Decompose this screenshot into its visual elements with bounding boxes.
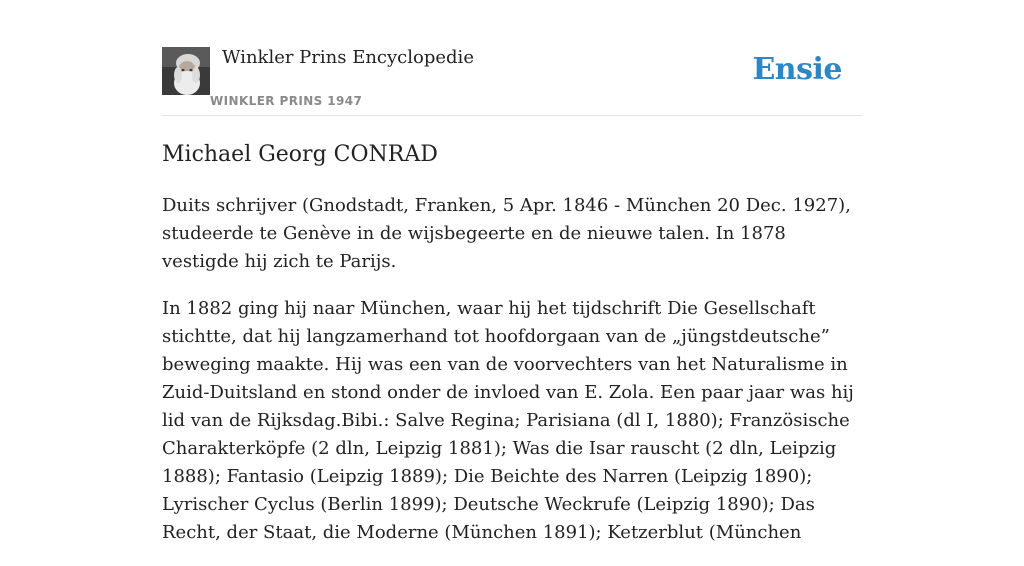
header-divider: [162, 115, 862, 116]
site-subtitle[interactable]: WINKLER PRINS 1947: [210, 94, 363, 108]
brand-logo[interactable]: Ensie: [752, 52, 842, 87]
article-title: Michael Georg CONRAD: [162, 142, 438, 167]
site-title[interactable]: Winkler Prins Encyclopedie: [222, 47, 474, 68]
avatar[interactable]: [162, 47, 210, 95]
portrait-icon: [162, 47, 210, 95]
article-body: [162, 192, 862, 566]
article-paragraph: Duits schrijver (Gnodstadt, Franken, 5 Apr. 1846 - München 20 Dec. 1927), studeerde te Genève in de wijsbegeerte en de nieuwe talen. In 1878 vestigde hij zich te Parijs.: [162, 195, 851, 272]
article-paragraph: In 1882 ging hij naar München, waar hij het tijdschrift Die Gesellschaft stichtte, dat hij langzamerhand tot hoofdorgaan van de „jüngstdeutsche” beweging maakte. Hij was een van de voorvechters van het Naturalisme in Zuid-Duitsland en stond onder de invloed van E. Zola. Een paar jaar was hij lid van de Rijksdag.Bibi.: Salve Regina; Parisiana (dl I, 1880); Französische Charakterköpfe (2 dln, Leipzig 1881); Was die Isar rauscht (2 dln, Leipzig 1888); Fantasio (Leipzig 1889); Die Beichte des Narren (Leipzig 1890); Lyrischer Cyclus (Berlin 1899); Deutsche Weckrufe (Leipzig 1890); Das Recht, der Staat, die Moderne (München 1891); Ketzerblut (München: [162, 298, 854, 543]
site-header: [162, 46, 862, 116]
